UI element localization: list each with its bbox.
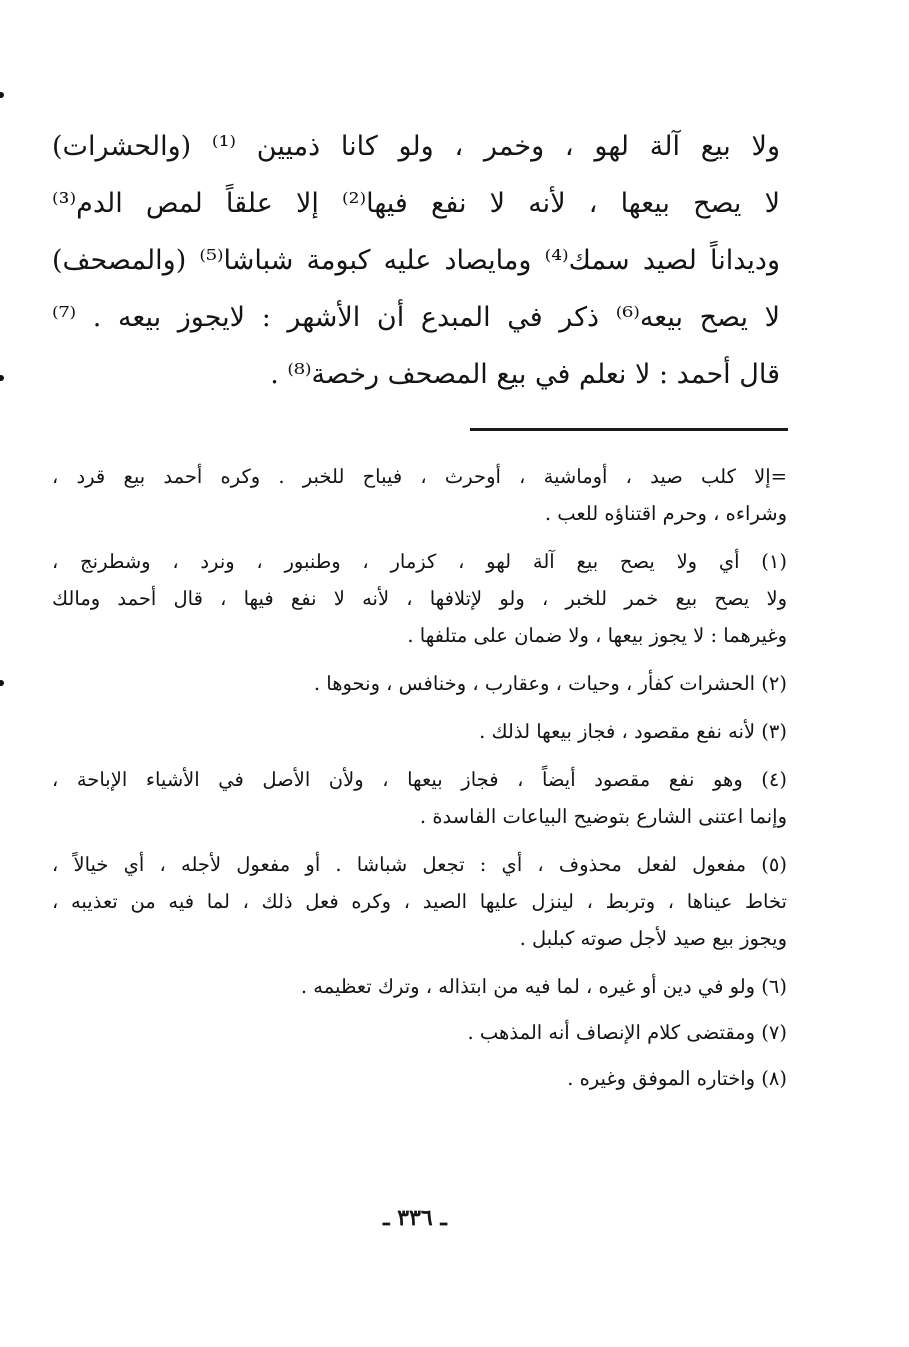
footnotes bbox=[52, 458, 787, 1106]
footnote-6 bbox=[52, 968, 787, 1005]
footnote-line: وشراءه ، وحرم اقتناؤه للعب . bbox=[544, 502, 787, 525]
footnote-line: (١) أي ولا يصح بيع آلة لهو ، كزمار ، وطنبور ، ونرد ، وشطرنج ، bbox=[52, 550, 787, 573]
footnote-line: =إلا كلب صيد ، أوماشية ، أوحرث ، فيباح للخبر . وكره أحمد بيع قرد ، bbox=[52, 465, 787, 488]
footnote-line: وإنما اعتنى الشارع بتوضيح البياعات الفاسدة . bbox=[419, 805, 787, 828]
footnote-line: (٨) واختاره الموفق وغيره . bbox=[567, 1067, 787, 1090]
margin-mark bbox=[0, 375, 4, 381]
footnote-line: (٥) مفعول لفعل محذوف ، أي : تجعل شباشا . أو مفعول لأجله ، أي خيالاً ، bbox=[52, 853, 787, 876]
margin-mark bbox=[0, 680, 4, 686]
main-line: قال أحمد : لا نعلم في بيع المصحف رخصة⁽⁸⁾ . bbox=[270, 359, 780, 390]
footnote-4 bbox=[52, 761, 787, 835]
footnote-separator bbox=[470, 428, 788, 431]
footnote-7 bbox=[52, 1014, 787, 1051]
footnote-line: (٦) ولو في دين أو غيره ، لما فيه من ابتذاله ، وترك تعظيمه . bbox=[300, 975, 787, 998]
footnote-2 bbox=[52, 665, 787, 702]
footnote-continuation bbox=[52, 458, 787, 532]
main-line: لا يصح بيعها ، لأنه لا نفع فيها⁽²⁾ إلا علقاً لمص الدم⁽³⁾ bbox=[52, 188, 780, 219]
margin-mark bbox=[0, 92, 4, 98]
footnote-line: (٧) ومقتضى كلام الإنصاف أنه المذهب . bbox=[467, 1021, 787, 1044]
footnote-3 bbox=[52, 713, 787, 750]
footnote-line: ويجوز بيع صيد لأجل صوته كبلبل . bbox=[519, 927, 787, 950]
footnote-line: تخاط عيناها ، وتربط ، لينزل عليها الصيد ، وكره فعل ذلك ، لما فيه من تعذيبه ، bbox=[52, 890, 787, 913]
main-line: لا يصح بيعه⁽⁶⁾ ذكر في المبدع أن الأشهر : لايجوز بيعه . ⁽⁷⁾ bbox=[52, 302, 780, 333]
footnote-1 bbox=[52, 543, 787, 654]
footnote-line: وغيرهما : لا يجوز بيعها ، ولا ضمان على متلفها . bbox=[407, 624, 787, 647]
main-line: وديداناً لصيد سمك⁽⁴⁾ ومايصاد عليه كبومة شباشا⁽⁵⁾ (والمصحف) bbox=[52, 245, 780, 276]
footnote-line: (٢) الحشرات كفأر ، وحيات ، وعقارب ، وخنافس ، ونحوها . bbox=[313, 672, 787, 695]
footnote-line: ولا يصح بيع خمر للخبر ، ولو لإتلافها ، لأنه لا نفع فيها ، قال أحمد ومالك bbox=[52, 587, 787, 610]
footnote-8 bbox=[52, 1060, 787, 1097]
footnote-line: (٤) وهو نفع مقصود أيضاً ، فجاز بيعها ، ولأن الأصل في الأشياء الإباحة ، bbox=[52, 768, 787, 791]
footnote-line: (٣) لأنه نفع مقصود ، فجاز بيعها لذلك . bbox=[479, 720, 787, 743]
footnote-5 bbox=[52, 846, 787, 957]
page-number: ـ ٣٣٦ ـ bbox=[383, 1205, 447, 1231]
main-text bbox=[52, 118, 780, 403]
main-line: ولا بيع آلة لهو ، وخمر ، ولو كانا ذميين ⁽¹⁾ (والحشرات) bbox=[52, 131, 780, 162]
